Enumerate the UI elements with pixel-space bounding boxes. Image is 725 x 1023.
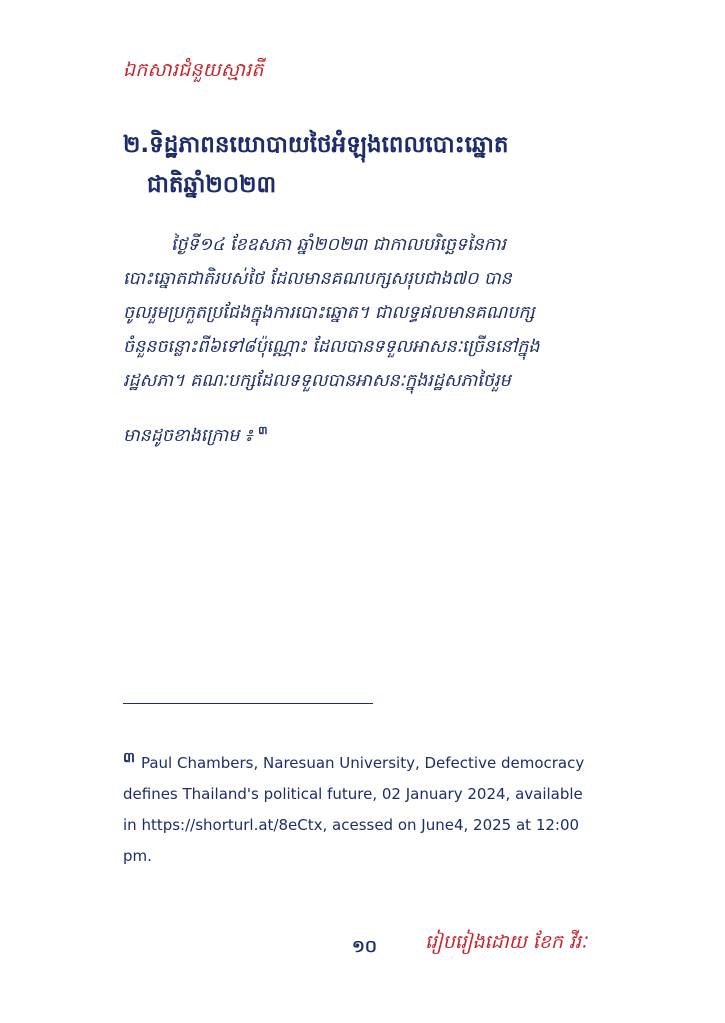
footnote-divider xyxy=(123,703,373,704)
section-heading xyxy=(123,125,603,205)
author-credit: រៀបរៀងដោយ ខែក វីរៈ xyxy=(425,931,587,953)
body-line-6: មានដូចខាងក្រោម ៖ $^៣$ xyxy=(123,424,268,446)
body-line-1: ថ្ងៃទី១៤ ខែឧសភា ឆ្នាំ២០២៣ ជាកាលបរិច្ឆេទនៃការ xyxy=(171,235,506,255)
footnote-reference[interactable]: ៣ xyxy=(258,424,268,437)
footnote-text-line-4: pm. xyxy=(123,847,152,865)
footnote xyxy=(123,748,603,872)
footnote-text-line-1: Paul Chambers, Naresuan University, Defective democracy xyxy=(140,754,585,772)
body-line-5: រដ្ឋសភា។ គណៈបក្សដែលទទួលបានអាសនៈក្នុងរដ្ឋសភាថៃរួម xyxy=(123,371,511,391)
page-number: ១០ xyxy=(352,937,377,957)
body-line-3: ចូលរួមប្រកួតប្រជែងក្នុងការបោះឆ្នោត។ ជាលទ្ធផលមានគណបក្ស xyxy=(123,303,535,323)
body-line-4: ចំនួនចន្លោះពី៦ទៅ៨ប៉ុណ្ណោះ ដែលបានទទួលអាសនៈច្រើននៅក្នុង xyxy=(123,337,540,357)
section-heading-line-2: ជាតិឆ្នាំ២០២៣ xyxy=(147,172,277,198)
footnote-text-line-3[interactable]: in https://shorturl.at/8eCtx, acessed on June4, 2025 at 12:00 xyxy=(123,816,580,834)
footnote-number: ៣ xyxy=(123,750,135,766)
footnote-text-line-2: defines Thailand's political future, 02 January 2024, available xyxy=(123,785,583,803)
running-header: ឯកសារជំនួយស្មារតី xyxy=(123,59,264,81)
body-line-2: បោះឆ្នោតជាតិរបស់ថៃ ដែលមានគណបក្សសរុបជាង៧០ បាន xyxy=(123,269,512,289)
body-paragraph xyxy=(123,228,603,453)
section-heading-line-1: ២.ទិដ្ឋភាពនយោបាយថៃអំឡុងពេលបោះឆ្នោត xyxy=(123,132,509,158)
